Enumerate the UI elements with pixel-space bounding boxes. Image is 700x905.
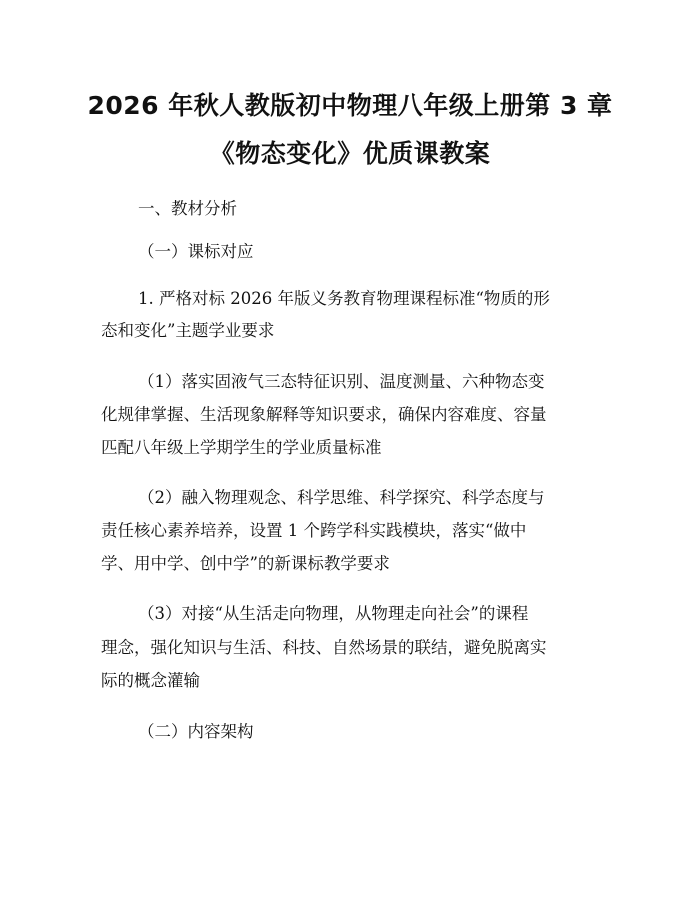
point-1-line-1: 1. 严格对标 2026 年版义务教育物理课程标准“物质的形: [138, 289, 550, 308]
subsection-heading-curriculum-standards: （一）课标对应: [138, 242, 254, 261]
item-1-line-3: 匹配八年级上学期学生的学业质量标准: [101, 438, 382, 457]
item-3-line-1: （3）对接“从生活走向物理，从物理走向社会”的课程: [138, 604, 529, 623]
item-1-line-1: （1）落实固液气三态特征识别、温度测量、六种物态变: [138, 372, 545, 391]
item-1-line-2: 化规律掌握、生活现象解释等知识要求，确保内容难度、容量: [101, 405, 547, 424]
item-3-line-2: 理念，强化知识与生活、科技、自然场景的联结，避免脱离实: [101, 638, 547, 657]
section-heading-textbook-analysis: 一、教材分析: [138, 199, 237, 218]
item-2-line-3: 学、用中学、创中学”的新课标教学要求: [101, 554, 390, 573]
item-3-line-3: 际的概念灌输: [101, 671, 200, 690]
item-2-line-2: 责任核心素养培养，设置 1 个跨学科实践模块，落实“做中: [101, 521, 527, 540]
document-title-line-2: 《物态变化》优质课教案: [209, 139, 491, 168]
document-title-line-1: 2026 年秋人教版初中物理八年级上册第 3 章: [87, 91, 613, 120]
subsection-heading-content-structure: （二）内容架构: [138, 722, 254, 741]
item-2-line-1: （2）融入物理观念、科学思维、科学探究、科学态度与: [138, 488, 545, 507]
point-1-line-2: 态和变化”主题学业要求: [101, 321, 275, 340]
